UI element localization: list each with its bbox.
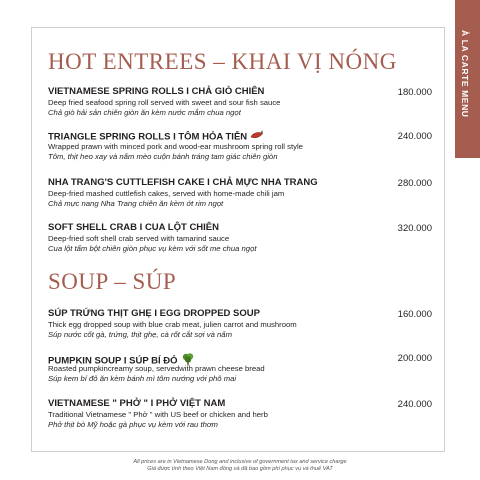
item-description-vi: Chả giò hải sản chiên giòn ăn kèm nước mắm chua ngọt (48, 108, 241, 117)
menu-item (48, 130, 433, 162)
item-description-en: Thick egg dropped soup with blue crab meat, julien carrot and mushroom (48, 320, 297, 329)
section-title-hot-entrees: HOT ENTREES – KHAI VỊ NÓNG (48, 49, 397, 74)
item-price: 200.000 (397, 353, 432, 364)
menu-item (48, 222, 433, 254)
item-price: 280.000 (397, 178, 432, 189)
item-name: TRIANGLE SPRING ROLLS I TÔM HỎA TIỄN (48, 131, 248, 143)
item-price: 160.000 (397, 309, 432, 320)
footnote-line-en: All prices are in Vietnamese Dong and inclusive of government tax and service charge (133, 459, 347, 465)
item-description-vi: Cua lột tẩm bột chiên giòn phục vụ kèm với sốt me chua ngọt (48, 244, 257, 253)
item-name-row (48, 352, 433, 367)
item-name: PUMPKIN SOUP I SÚP BÍ ĐỎ (48, 355, 178, 367)
item-price: 240.000 (397, 131, 432, 142)
item-name: SÚP TRỨNG THỊT GHẸ I EGG DROPPED SOUP (48, 308, 260, 319)
item-price: 240.000 (397, 399, 432, 410)
item-description-vi: Súp kem bí đỏ ăn kèm bánh mì tôm nướng với phô mai (48, 374, 237, 383)
item-description-en: Deep fried seafood spring roll served with sweet and sour fish sauce (48, 98, 281, 107)
item-name: VIETNAMESE SPRING ROLLS I CHẢ GIÒ CHIÊN (48, 86, 265, 97)
section-title-soup: SOUP – SÚP (48, 269, 177, 294)
item-description-en: Deep-fried soft shell crab served with tamarind sauce (48, 234, 230, 243)
menu-item (48, 308, 433, 340)
menu-item (48, 177, 433, 209)
menu-item (48, 398, 433, 430)
item-name: NHA TRANG'S CUTTLEFISH CAKE I CHẢ MỰC NHA TRANG (48, 177, 318, 188)
menu-item (48, 352, 433, 384)
item-description-vi: Chả mực nang Nha Trang chiên ăn kèm ớt rim ngọt (48, 199, 224, 208)
item-price: 180.000 (397, 87, 432, 98)
item-description-vi: Phở thịt bò Mỹ hoặc gà phục vụ kèm với rau thơm (48, 420, 218, 429)
side-tab (455, 0, 480, 158)
item-price: 320.000 (397, 223, 432, 234)
item-description-en: Wrapped prawn with minced pork and wood-ear mushroom spring roll style (48, 142, 303, 151)
item-name: VIETNAMESE " PHỞ " I PHỞ VIỆT NAM (48, 398, 226, 409)
item-description-en: Deep-fried mashed cuttlefish cakes, served with home-made chili jam (48, 189, 285, 198)
item-description-en: Roasted pumpkincreamy soup, servedwith prawn cheese bread (48, 364, 265, 373)
menu-item (48, 86, 433, 118)
side-tab-label: À LA CARTE MENU (460, 30, 470, 118)
footnote-line-vi: Giá được tính theo Việt Nam đồng và đã bao gồm phí phục vụ và thuế VAT (147, 466, 333, 472)
item-name: SOFT SHELL CRAB I CUA LỘT CHIÊN (48, 222, 219, 233)
price-footnote (0, 459, 480, 473)
item-description-en: Traditional Vietnamese " Phở " with US beef or chicken and herb (48, 410, 268, 419)
item-description-vi: Tôm, thịt heo xay và nấm mèo cuộn bánh tráng tam giác chiên giòn (48, 152, 278, 161)
item-description-vi: Súp nước cốt gà, trứng, thịt ghẹ, cà rốt cắt sợi và nấm (48, 330, 232, 339)
item-name-row (48, 130, 433, 142)
